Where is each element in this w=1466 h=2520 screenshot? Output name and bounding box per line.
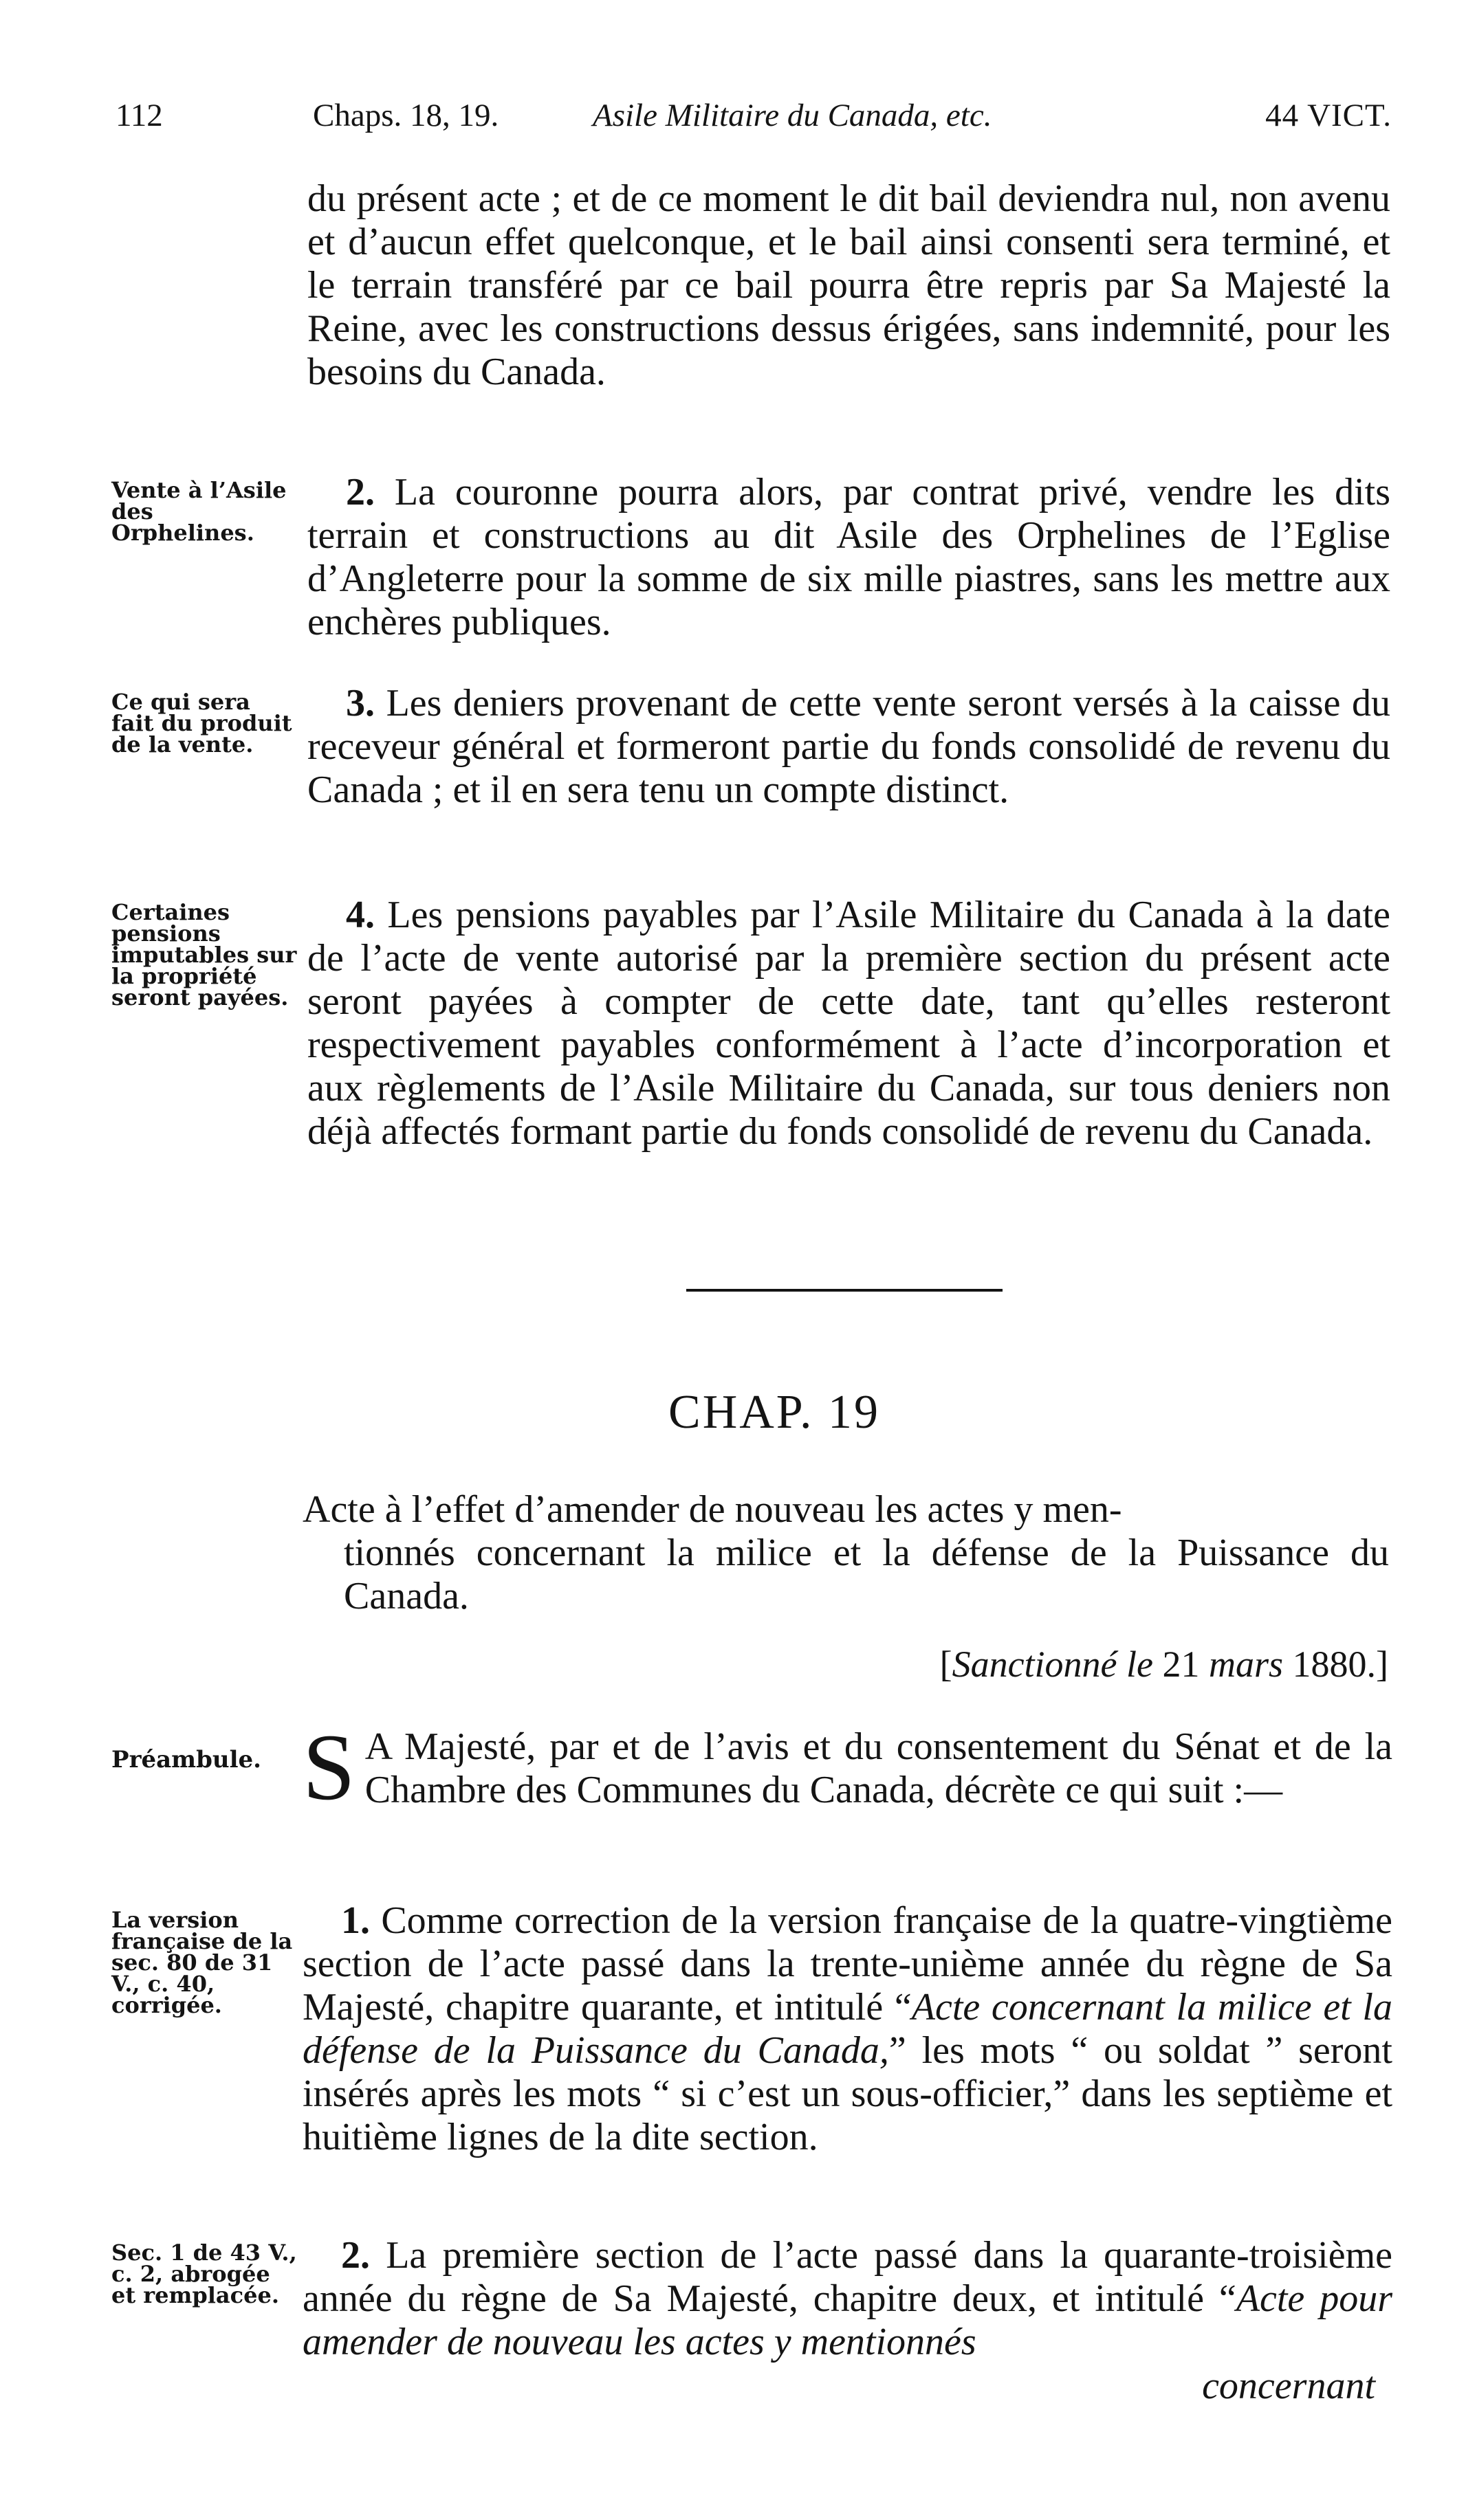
section-2-number: 2. xyxy=(346,471,375,513)
sanction-month: mars xyxy=(1208,1644,1284,1685)
section-divider-rule xyxy=(686,1289,1003,1292)
margin-note-chap19-section-1: La version française de la sec. 80 de 31 V., c. 40, corrigée. xyxy=(111,1907,293,2018)
sanction-day: 21 xyxy=(1152,1644,1209,1685)
preamble-paragraph xyxy=(303,1714,1392,1820)
section-3-number: 3. xyxy=(346,682,375,725)
chap19-section-2-act-title: Acte pour amender de nouveau les actes y mentionnés xyxy=(303,2277,1392,2363)
chap19-section-1-paragraph xyxy=(303,1899,1392,2159)
section-4-number: 4. xyxy=(346,894,375,936)
running-head-title: Asile Militaire du Canada, etc. xyxy=(593,98,992,133)
chap19-section-1-number: 1. xyxy=(341,1899,370,1942)
chap19-section-2-paragraph xyxy=(303,2234,1392,2364)
margin-note-section-4 xyxy=(111,899,297,1010)
act-title xyxy=(303,1488,1389,1618)
running-head-year: 44 VICT. xyxy=(1265,98,1392,133)
act-title-continuation: tionnés concernant la milice et la défense de la Puissance du Canada. xyxy=(344,1532,1389,1617)
margin-note-preamble: Préambule. xyxy=(111,1746,261,1773)
section-2-text: La couronne pourra alors, par contrat privé, vendre les dits terrain et constructions au dit Asile des Orphelines de l’Eglise d’Angleterre pour la somme de six mille piastres, sans les mettre aux enchères publiques. xyxy=(307,471,1390,643)
sanction-date xyxy=(940,1643,1388,1686)
section-2-paragraph xyxy=(307,471,1390,644)
margin-note-chap19-section-2: Sec. 1 de 43 V., c. 2, abrogée et remplacée. xyxy=(111,2240,297,2308)
sanction-label: Sanctionné le xyxy=(952,1644,1153,1685)
margin-note-section-2: Vente à l’Asile des Orphelines. xyxy=(111,477,287,546)
chap19-section-2-number: 2. xyxy=(341,2234,370,2277)
continuation-paragraph: du présent acte ; et de ce moment le dit bail deviendra nul, non avenu et d’aucun effet quelconque, et le bail ainsi consenti sera terminé, et le terrain transféré par ce bail pourra être repris par Sa Majesté la Reine, avec les constructions dessus érigées, sans indemnité, pour les besoins du Canada. xyxy=(307,177,1390,393)
chap19-section-1-text-a: Comme correction de la version française de la quatre-vingtième section de l’acte passé dans la trente-unième année du règne de Sa Majesté, chapitre quarante, et intitulé “ xyxy=(303,1899,1393,2029)
chap19-section-1-text-b: ” les mots “ ou soldat ” seront insérés après les mots “ si c’est un sous-officier,” dans les septième et huitième lignes de la dite section. xyxy=(303,2029,1392,2158)
act-title-first-line: Acte à l’effet d’amender de nouveau les actes y men- xyxy=(303,1488,1122,1531)
section-4-text: Les pensions payables par l’Asile Militaire du Canada à la date de l’acte de vente autorisé par la première section du présent acte seront payées à compter de cette date, tant qu’elles resteront respectivement payables conformément à l’acte d’incorporation et aux règlements de l’Asile Militaire du Canada, sur tous deniers non déjà affectés formant partie du fonds consolidé de revenu du Canada. xyxy=(307,894,1391,1153)
chap19-section-1-act-title: Acte concernant la milice et la défense de la Puissance du Canada, xyxy=(303,1986,1392,2072)
margin-note-section-4-text: Certaines pensions imputables sur la propriété seront payées. xyxy=(111,899,297,1010)
section-3-text: Les deniers provenant de cette vente seront versés à la caisse du receveur général et formeront partie du fonds consolidé de revenu du Canada ; et il en sera tenu un compte distinct. xyxy=(307,682,1390,811)
preamble-text: A Majesté, par et de l’avis et du consentement du Sénat et de la Chambre des Communes du Canada, décrète ce qui suit :— xyxy=(364,1725,1392,1811)
section-3-paragraph xyxy=(307,682,1390,812)
catchword: concernant xyxy=(1202,2365,1375,2407)
section-4-paragraph xyxy=(307,894,1390,1153)
running-head-chapters: Chaps. 18, 19. xyxy=(313,98,499,133)
margin-note-section-3: Ce qui sera fait du produit de la vente. xyxy=(111,689,292,758)
sanction-year: 1880.] xyxy=(1283,1644,1388,1685)
chap19-section-2-text-a: La première section de l’acte passé dans la quarante-troisième année du règne de Sa Majesté, chapitre deux, et intitulé “ xyxy=(303,2234,1392,2320)
chapter-heading: CHAP. 19 xyxy=(668,1386,880,1439)
preamble-dropcap: S xyxy=(303,1714,355,1820)
page-number: 112 xyxy=(116,98,163,133)
sanction-open-bracket: [ xyxy=(939,1644,952,1685)
